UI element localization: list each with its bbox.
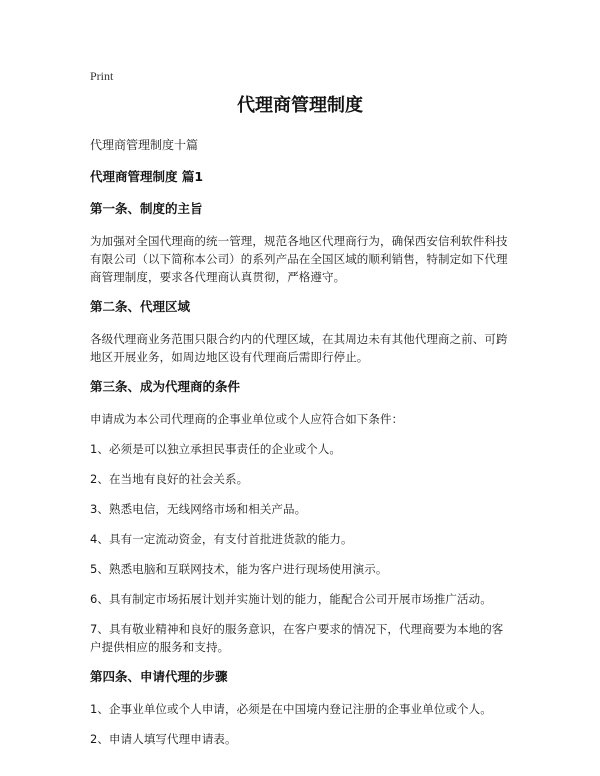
list-item: 3、熟悉电信，无线网络市场和相关产品。 — [90, 502, 307, 516]
section-paragraph: 各级代理商业务范围只限合约内的代理区域，在其周边未有其他代理商之前、可跨地区开展业务，如周边地区设有代理商后需即行停止。 — [90, 332, 508, 364]
document-title: 代理商管理制度 — [237, 95, 363, 116]
list-item: 7、具有敬业精神和良好的服务意识，在客户要求的情况下，代理商要为本地的客户提供相应的服务和支持。 — [90, 622, 504, 654]
document-subtitle: 代理商管理制度十篇 — [90, 138, 199, 152]
list-item: 1、必须是可以独立承担民事责任的企业或个人。 — [90, 442, 342, 456]
section-heading: 第一条、制度的主旨 — [90, 201, 203, 216]
section-paragraph: 为加强对全国代理商的统一管理，规范各地区代理商行为，确保西安信利软件科技有限公司（以下简称本公司）的系列产品在全国区域的顺利销售，特制定如下代理商管理制度，要求各代理商认真贯彻，严格遵守。 — [90, 234, 508, 284]
section-heading: 第四条、申请代理的步骤 — [90, 669, 228, 684]
section-heading: 第三条、成为代理商的条件 — [90, 379, 241, 394]
section-paragraph: 申请成为本公司代理商的企事业单位或个人应符合如下条件： — [90, 412, 404, 426]
part-heading: 代理商管理制度 篇1 — [90, 169, 204, 184]
list-item: 6、具有制定市场拓展计划并实施计划的能力，能配合公司开展市场推广活动。 — [90, 592, 492, 606]
print-label: Print — [90, 69, 114, 83]
list-item: 2、申请人填写代理申请表。 — [90, 732, 237, 746]
section-heading: 第二条、代理区域 — [90, 299, 191, 314]
list-item: 2、在当地有良好的社会关系。 — [90, 472, 249, 486]
list-item: 5、熟悉电脑和互联网技术，能为客户进行现场使用演示。 — [90, 562, 388, 576]
list-item: 1、企事业单位或个人申请，必须是在中国境内登记注册的企事业单位或个人。 — [90, 702, 492, 716]
list-item: 4、具有一定流动资金，有支付首批进货款的能力。 — [90, 532, 353, 546]
